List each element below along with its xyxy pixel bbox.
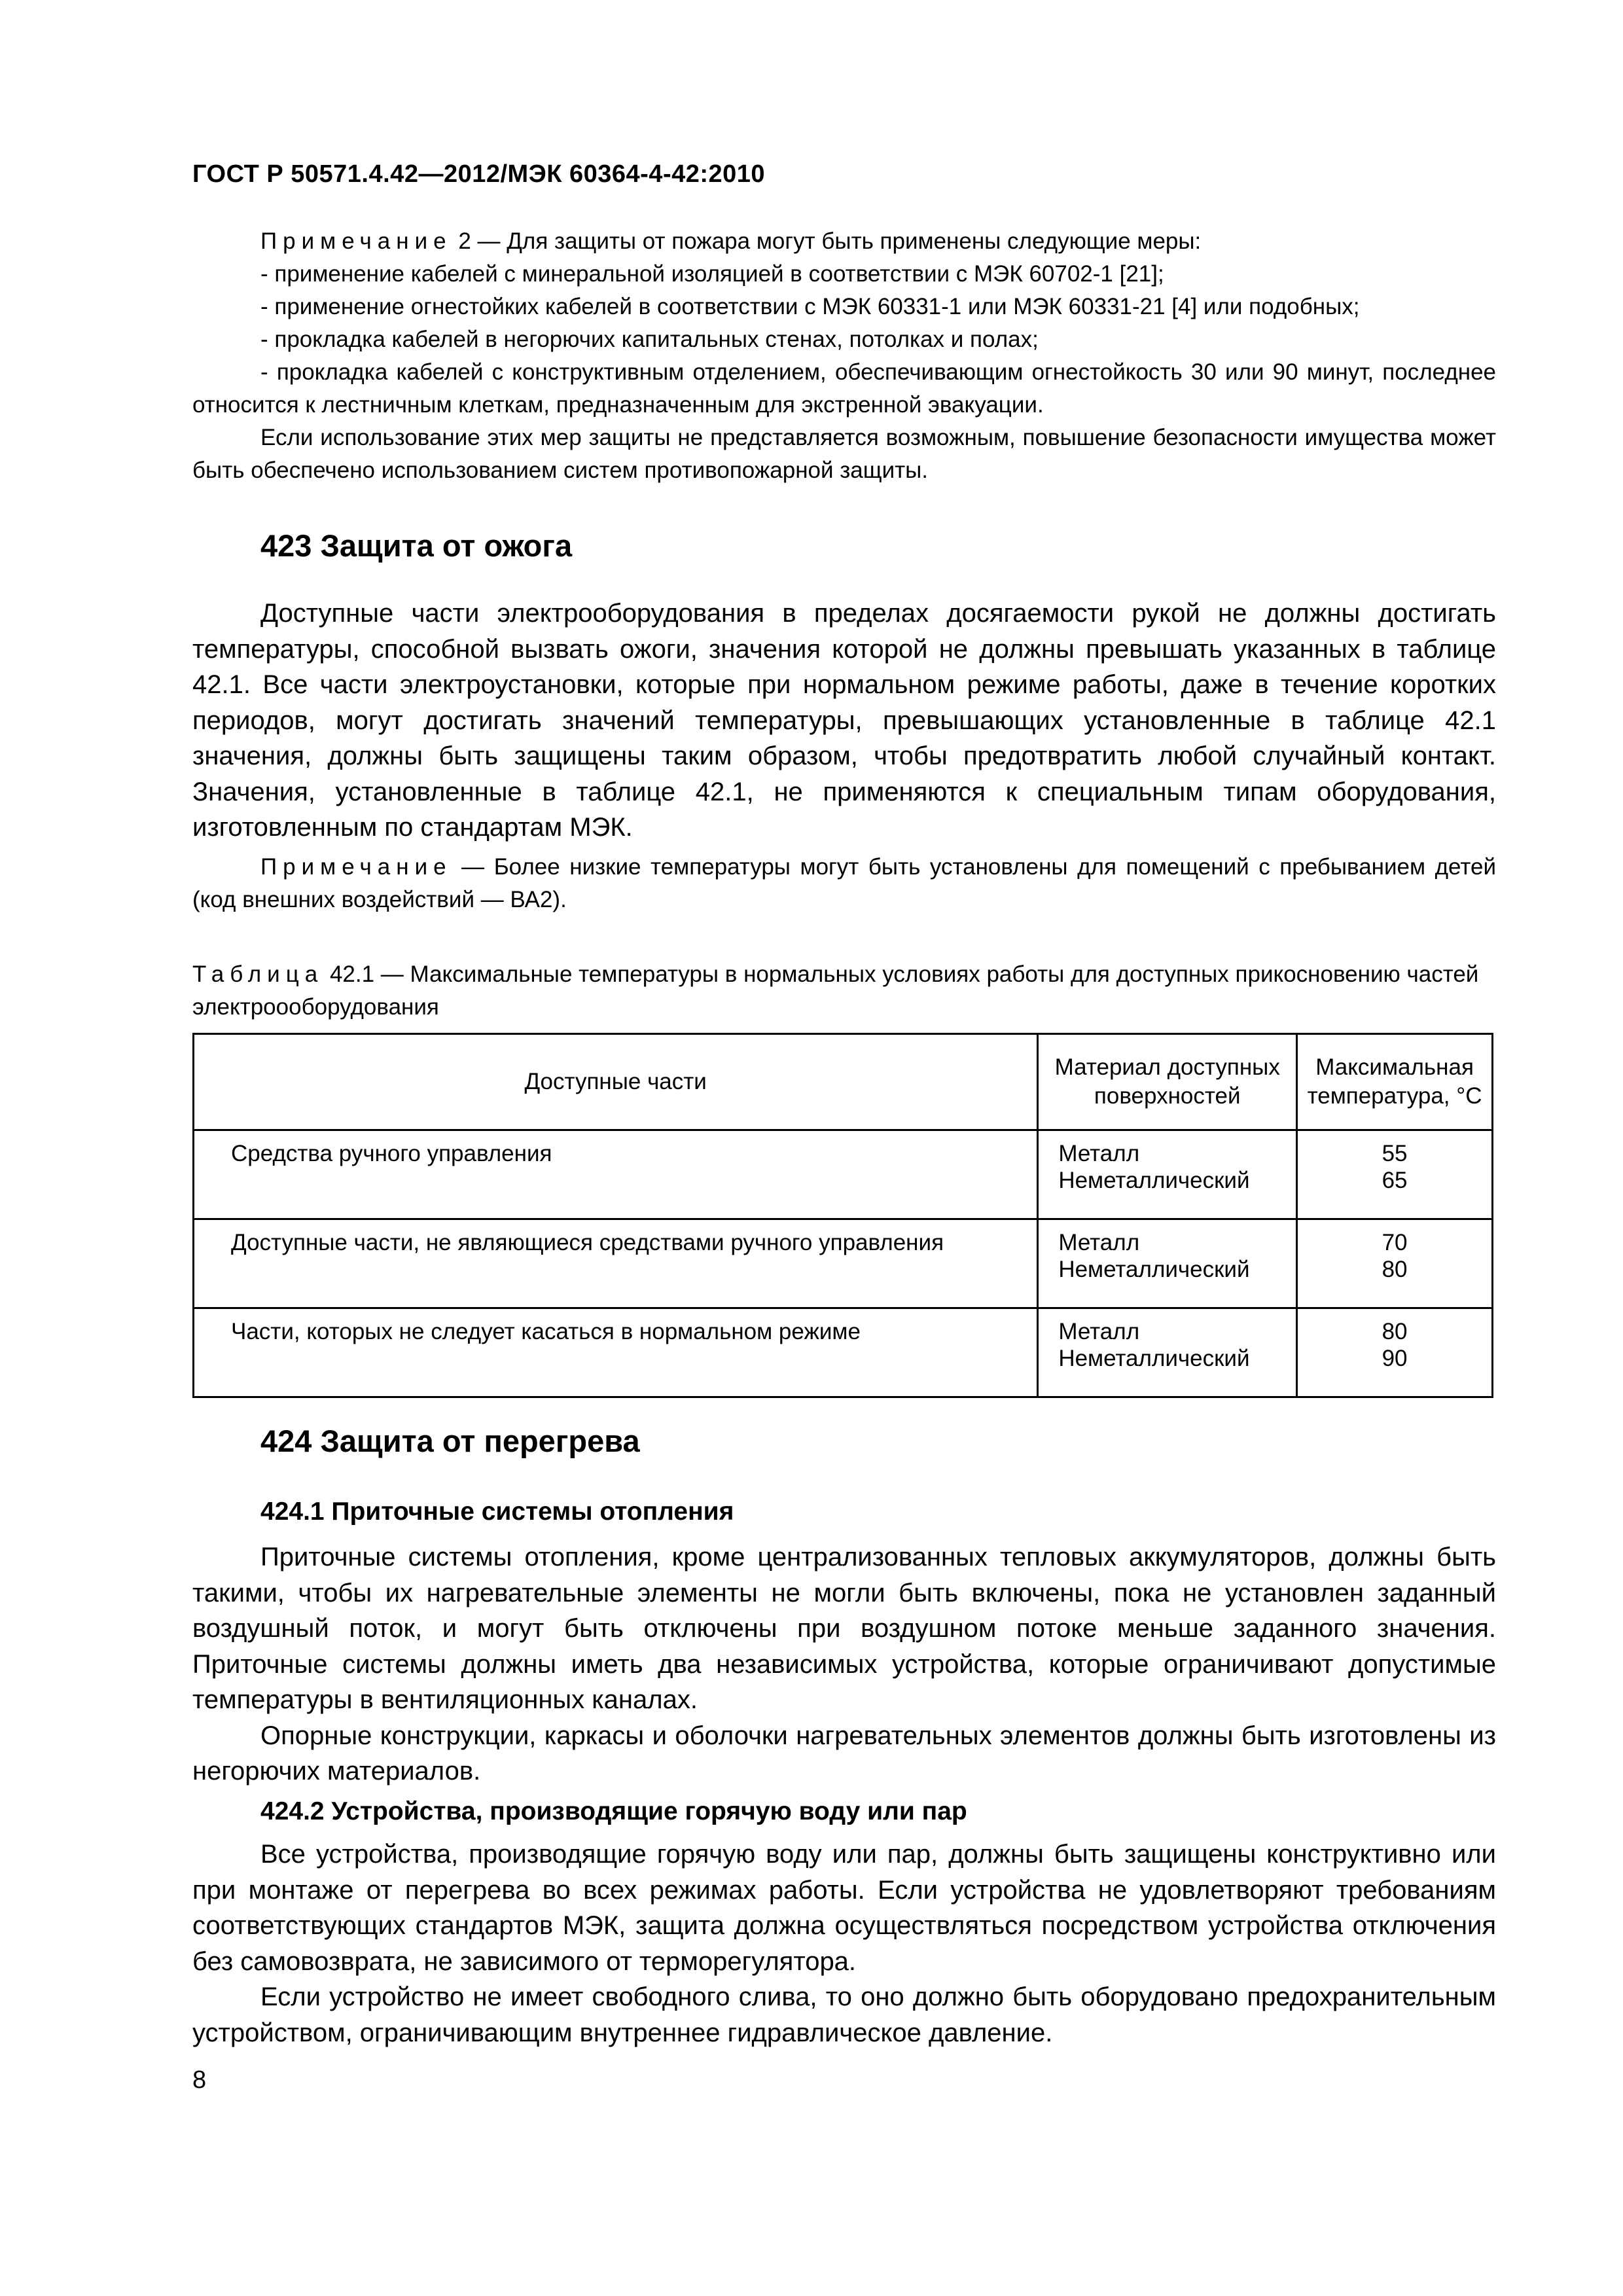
section-424-1-body	[192, 1539, 1496, 1789]
section-424-2-body	[192, 1837, 1496, 2051]
section-423-body	[192, 596, 1496, 846]
temperature-table	[192, 1033, 1493, 1398]
part-cell: Средства ручного управления	[194, 1130, 1038, 1219]
section-424-1-heading: 424.1 Приточные системы отопления	[260, 1498, 734, 1526]
note-2-intro: Примечание 2 — Для защиты от пожара могут быть применены следующие меры:	[260, 228, 1202, 254]
material-cell: Металл Неметаллический	[1038, 1130, 1297, 1219]
note-label: Примечание	[260, 854, 452, 880]
note-2-closing: Если использование этих мер защиты не представляется возможным, повышение безопасности имущества может быть обеспечено использованием систем противопожарной защиты.	[192, 425, 1496, 483]
table-caption-label: Таблица	[192, 961, 324, 987]
table-caption	[192, 958, 1496, 1024]
note-2-item: - применение огнестойких кабелей в соответствии с МЭК 60331-1 или МЭК 60331-21 [4] или подобных;	[260, 294, 1360, 319]
column-header: Доступные части	[194, 1034, 1038, 1130]
table-caption-text: 42.1 — Максимальные температуры в нормальных условиях работы для доступных прикосновению частей электроооборудования	[192, 961, 1479, 1020]
material-cell: Металл Неметаллический	[1038, 1308, 1297, 1397]
temperature-cell: 70 80	[1297, 1219, 1493, 1308]
page-number: 8	[192, 2066, 207, 2094]
temperature-cell: 55 65	[1297, 1130, 1493, 1219]
section-424-1-paragraph-1: Приточные системы отопления, кроме централизованных тепловых аккумуляторов, должны быть такими, чтобы их нагревательные элементы не могли быть включены, пока не установлен заданный воздушный поток, и могут быть отключены при воздушном потоке меньше заданного значения. Приточные системы должны иметь два независимых устройства, которые ограничивают допустимые температуры в вентиляционных каналах.	[192, 1543, 1496, 1714]
note-2-item: - прокладка кабелей с конструктивным отделением, обеспечивающим огнестойкость 30 или 90 минут, последнее относится к лестничным клеткам, предназначенным для экстренной эвакуации.	[192, 359, 1496, 418]
section-423-note	[192, 851, 1496, 916]
material-cell: Металл Неметаллический	[1038, 1219, 1297, 1308]
section-424-2-heading: 424.2 Устройства, производящие горячую воду или пар	[260, 1797, 967, 1825]
section-423-heading: 423 Защита от ожога	[260, 528, 573, 563]
section-424-2-paragraph-1: Все устройства, производящие горячую воду или пар, должны быть защищены конструктивно или при монтаже от перегрева во всех режимах работы. Если устройства не удовлетворяют требованиям соответствующих стандартов МЭК, защита должна осуществляться посредством устройства отключения без самовозврата, не зависимого от терморегулятора.	[192, 1840, 1496, 1976]
note-2	[192, 225, 1496, 487]
column-header: Максимальная температура, °С	[1297, 1034, 1493, 1130]
column-header: Материал доступных поверхностей	[1038, 1034, 1297, 1130]
note-text: — Более низкие температуры могут быть установлены для помещений с пребыванием детей (код внешних воздействий — ВА2).	[192, 854, 1496, 912]
section-424-heading: 424 Защита от перегрева	[260, 1424, 640, 1458]
table-row	[194, 1219, 1493, 1308]
note-label: Примечание	[260, 228, 452, 254]
section-424-2-paragraph-2: Если устройство не имеет свободного слива, то оно должно быть оборудовано предохранительным устройством, ограничивающим внутреннее гидравлическое давление.	[192, 1982, 1496, 2047]
note-2-item: - применение кабелей с минеральной изоляцией в соответствии с МЭК 60702-1 [21];	[260, 261, 1164, 287]
note-2-item: - прокладка кабелей в негорючих капитальных стенах, потолках и полах;	[260, 327, 1039, 352]
section-423-paragraph: Доступные части электрооборудования в пределах досягаемости рукой не должны достигать температуры, способной вызвать ожоги, значения которой не должны превышать указанных в таблице 42.1. Все части электроустановки, которые при нормальном режиме работы, даже в течение коротких периодов, могут достигать значений температуры, превышающих установленные в таблице 42.1 значения, должны быть защищены таким образом, чтобы предотвратить любой случайный контакт. Значения, установленные в таблице 42.1, не применяются к специальным типам оборудования, изготовленным по стандартам МЭК.	[192, 599, 1496, 842]
table-header-row	[194, 1034, 1493, 1130]
part-cell: Доступные части, не являющиеся средствами ручного управления	[194, 1219, 1038, 1308]
temperature-cell: 80 90	[1297, 1308, 1493, 1397]
table-row	[194, 1308, 1493, 1397]
table-row	[194, 1130, 1493, 1219]
section-424-1-paragraph-2: Опорные конструкции, каркасы и оболочки нагревательных элементов должны быть изготовлены из негорючих материалов.	[192, 1721, 1496, 1785]
part-cell: Части, которых не следует касаться в нормальном режиме	[194, 1308, 1038, 1397]
document-header: ГОСТ Р 50571.4.42—2012/МЭК 60364-4-42:2010	[192, 160, 766, 188]
